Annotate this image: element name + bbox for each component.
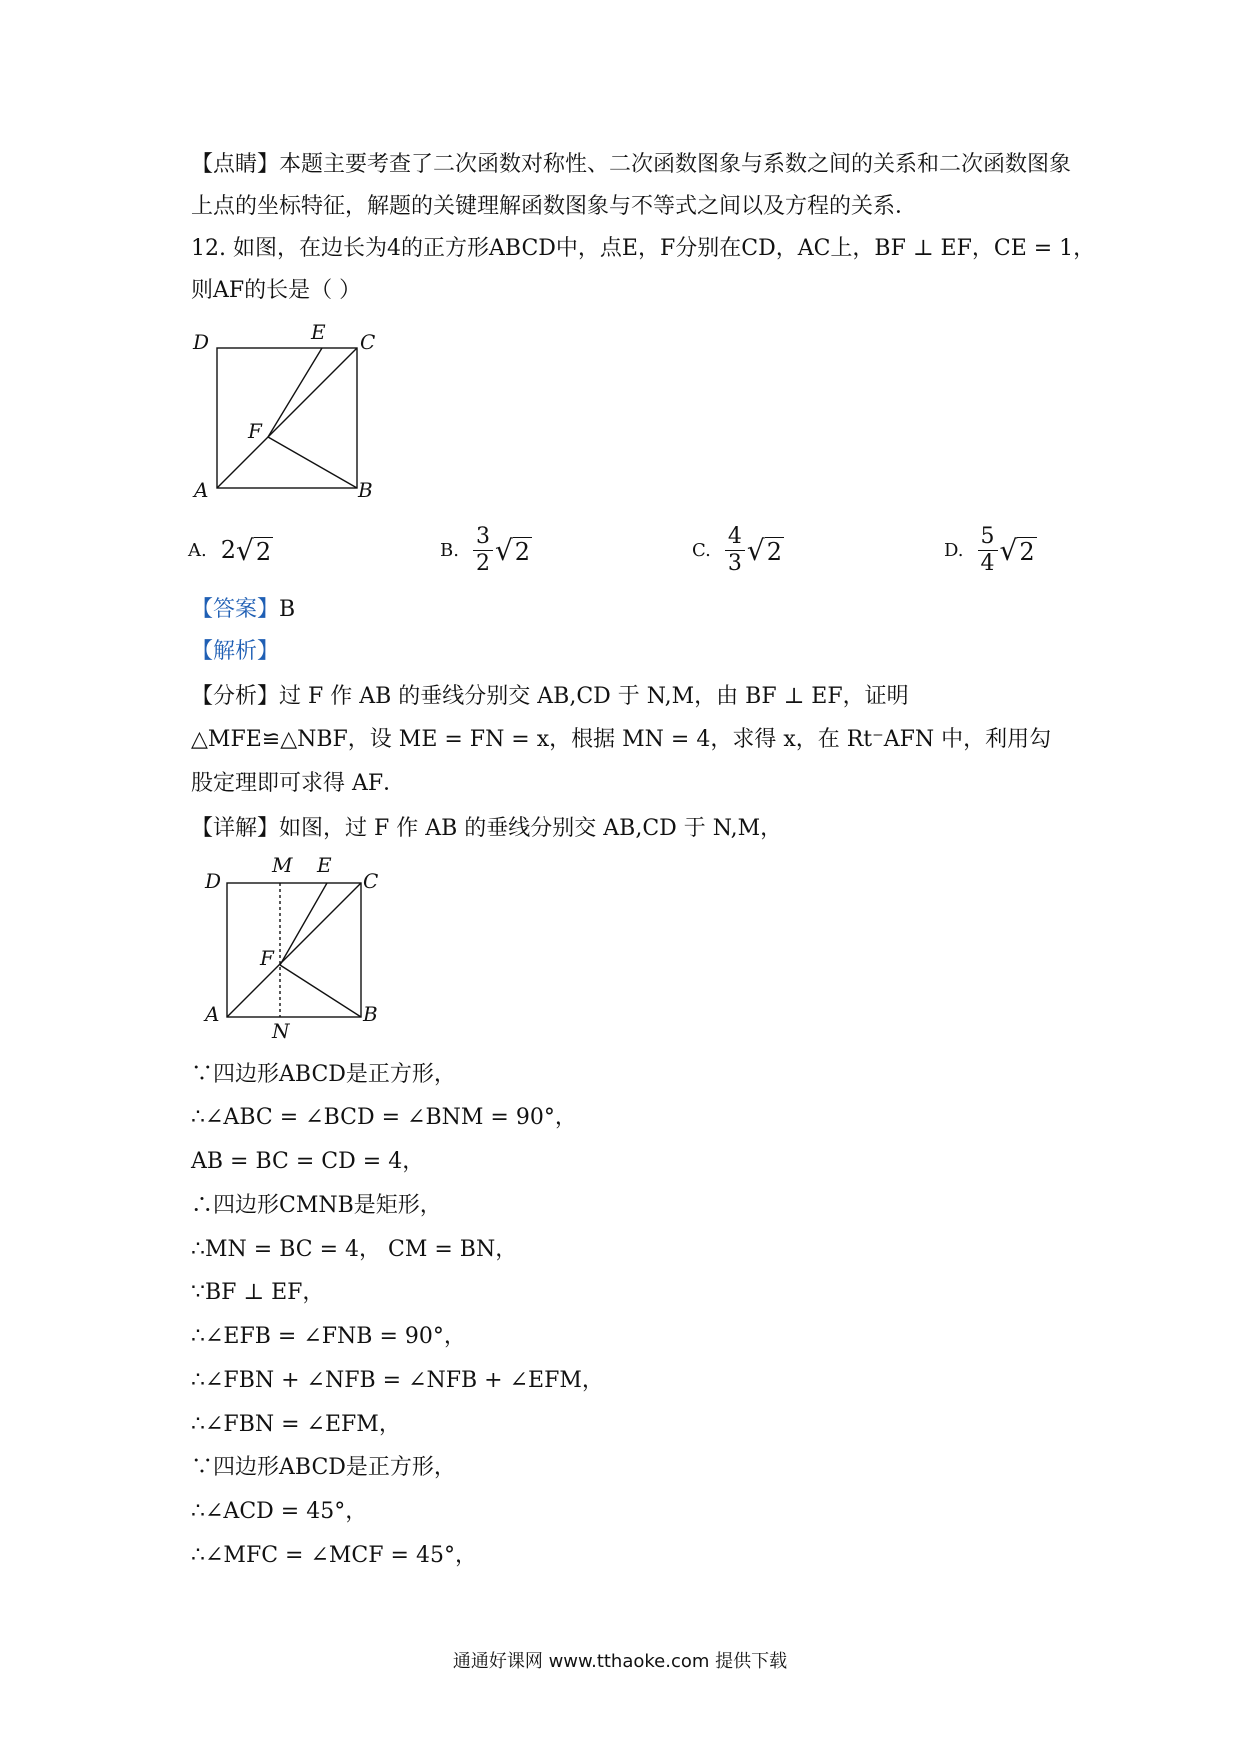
answer-label: 【答案】	[191, 597, 280, 622]
analysis-label: 【解析】	[191, 639, 280, 664]
choice-b	[440, 510, 532, 590]
label2-n: N	[272, 1019, 290, 1043]
label-b: B	[358, 478, 373, 500]
solution-figure	[200, 855, 400, 1045]
step-7: ∴∠EFB = ∠FNB = 90°，	[191, 1324, 466, 1349]
question-line-1: 12. 如图，在边长为4的正方形ABCD中，点E，F分别在CD，AC上，BF ⊥ EF，CE = 1，	[191, 236, 1096, 261]
question-figure	[190, 320, 390, 500]
detail-intro: 【详解】如图，过 F 作 AB 的垂线分别交 AB,CD 于 N,M，	[191, 816, 783, 841]
choice-a-letter: A.	[188, 539, 207, 561]
label2-f: F	[260, 946, 274, 970]
choice-b-fraction: $\frac{3}{2}$	[473, 524, 493, 577]
label2-b: B	[363, 1002, 378, 1026]
step-5: ∴MN = BC = 4， CM = BN，	[191, 1237, 518, 1262]
answer-value: B	[279, 597, 296, 622]
segment-fe	[268, 348, 322, 437]
analysis-line-3: 股定理即可求得 AF．	[191, 771, 406, 796]
analysis-line-2: △MFE≌△NBF，设 ME = FN = x，根据 MN = 4，求得 x，在 Rt⁻AFN 中，利用勾	[191, 727, 1052, 752]
choice-a-radical: √2	[236, 533, 272, 567]
step-6: ∵BF ⊥ EF，	[191, 1280, 325, 1305]
label2-a: A	[205, 1002, 220, 1026]
answer-choices	[188, 510, 1068, 590]
dianjing-line-2: 上点的坐标特征，解题的关键理解函数图象与不等式之间以及方程的关系．	[191, 194, 918, 219]
choice-a	[188, 510, 273, 590]
step-12: ∴∠MFC = ∠MCF = 45°，	[191, 1543, 477, 1568]
step-10: ∵四边形ABCD是正方形，	[191, 1455, 456, 1480]
choice-c-fraction: $\frac{4}{3}$	[725, 524, 745, 577]
diagonal-ac	[217, 348, 357, 488]
label-d: D	[193, 330, 210, 354]
choice-b-radical: √2	[494, 533, 531, 567]
step-1: ∵四边形ABCD是正方形，	[191, 1062, 456, 1087]
step-2: ∴∠ABC = ∠BCD = ∠BNM = 90°，	[191, 1105, 577, 1130]
choice-c-radical: √2	[746, 533, 782, 567]
step-3: AB = BC = CD = 4，	[191, 1149, 425, 1174]
segment-fb-2	[280, 965, 361, 1017]
step-9: ∴∠FBN = ∠EFM，	[191, 1412, 401, 1437]
page-footer: 通通好课网 www.tthaoke.com 提供下载	[452, 1651, 788, 1672]
question-line-2: 则AF的长是（ ）	[191, 278, 362, 303]
step-11: ∴∠ACD = 45°，	[191, 1499, 368, 1524]
dianjing-line-1: 【点睛】本题主要考查了二次函数对称性、二次函数图象与系数之间的关系和二次函数图象	[191, 152, 1072, 177]
choice-a-coefficient: 2	[220, 536, 237, 564]
choice-c-letter: C.	[692, 539, 711, 561]
label2-e: E	[317, 855, 332, 877]
diagonal-ac-2	[227, 883, 361, 1017]
label2-c: C	[363, 869, 379, 893]
answer-line	[191, 593, 1051, 627]
label-f: F	[248, 419, 262, 443]
choice-c	[692, 510, 784, 590]
choice-d-letter: D.	[944, 539, 964, 561]
choice-b-letter: B.	[440, 539, 459, 561]
analysis-line-1: 【分析】过 F 作 AB 的垂线分别交 AB,CD 于 N,M，由 BF ⊥ EF，证明	[191, 684, 909, 709]
choice-d-radical: √2	[999, 533, 1035, 567]
label-a: A	[194, 478, 209, 500]
label-c: C	[360, 330, 376, 354]
choice-d	[944, 510, 1037, 590]
label-e: E	[311, 320, 326, 344]
label2-m: M	[272, 855, 293, 877]
segment-fb	[268, 437, 357, 488]
step-4: ∴四边形CMNB是矩形，	[191, 1193, 442, 1218]
choice-d-fraction: $\frac{5}{4}$	[978, 524, 998, 577]
step-8: ∴∠FBN + ∠NFB = ∠NFB + ∠EFM，	[191, 1368, 604, 1393]
label2-d: D	[205, 869, 222, 893]
